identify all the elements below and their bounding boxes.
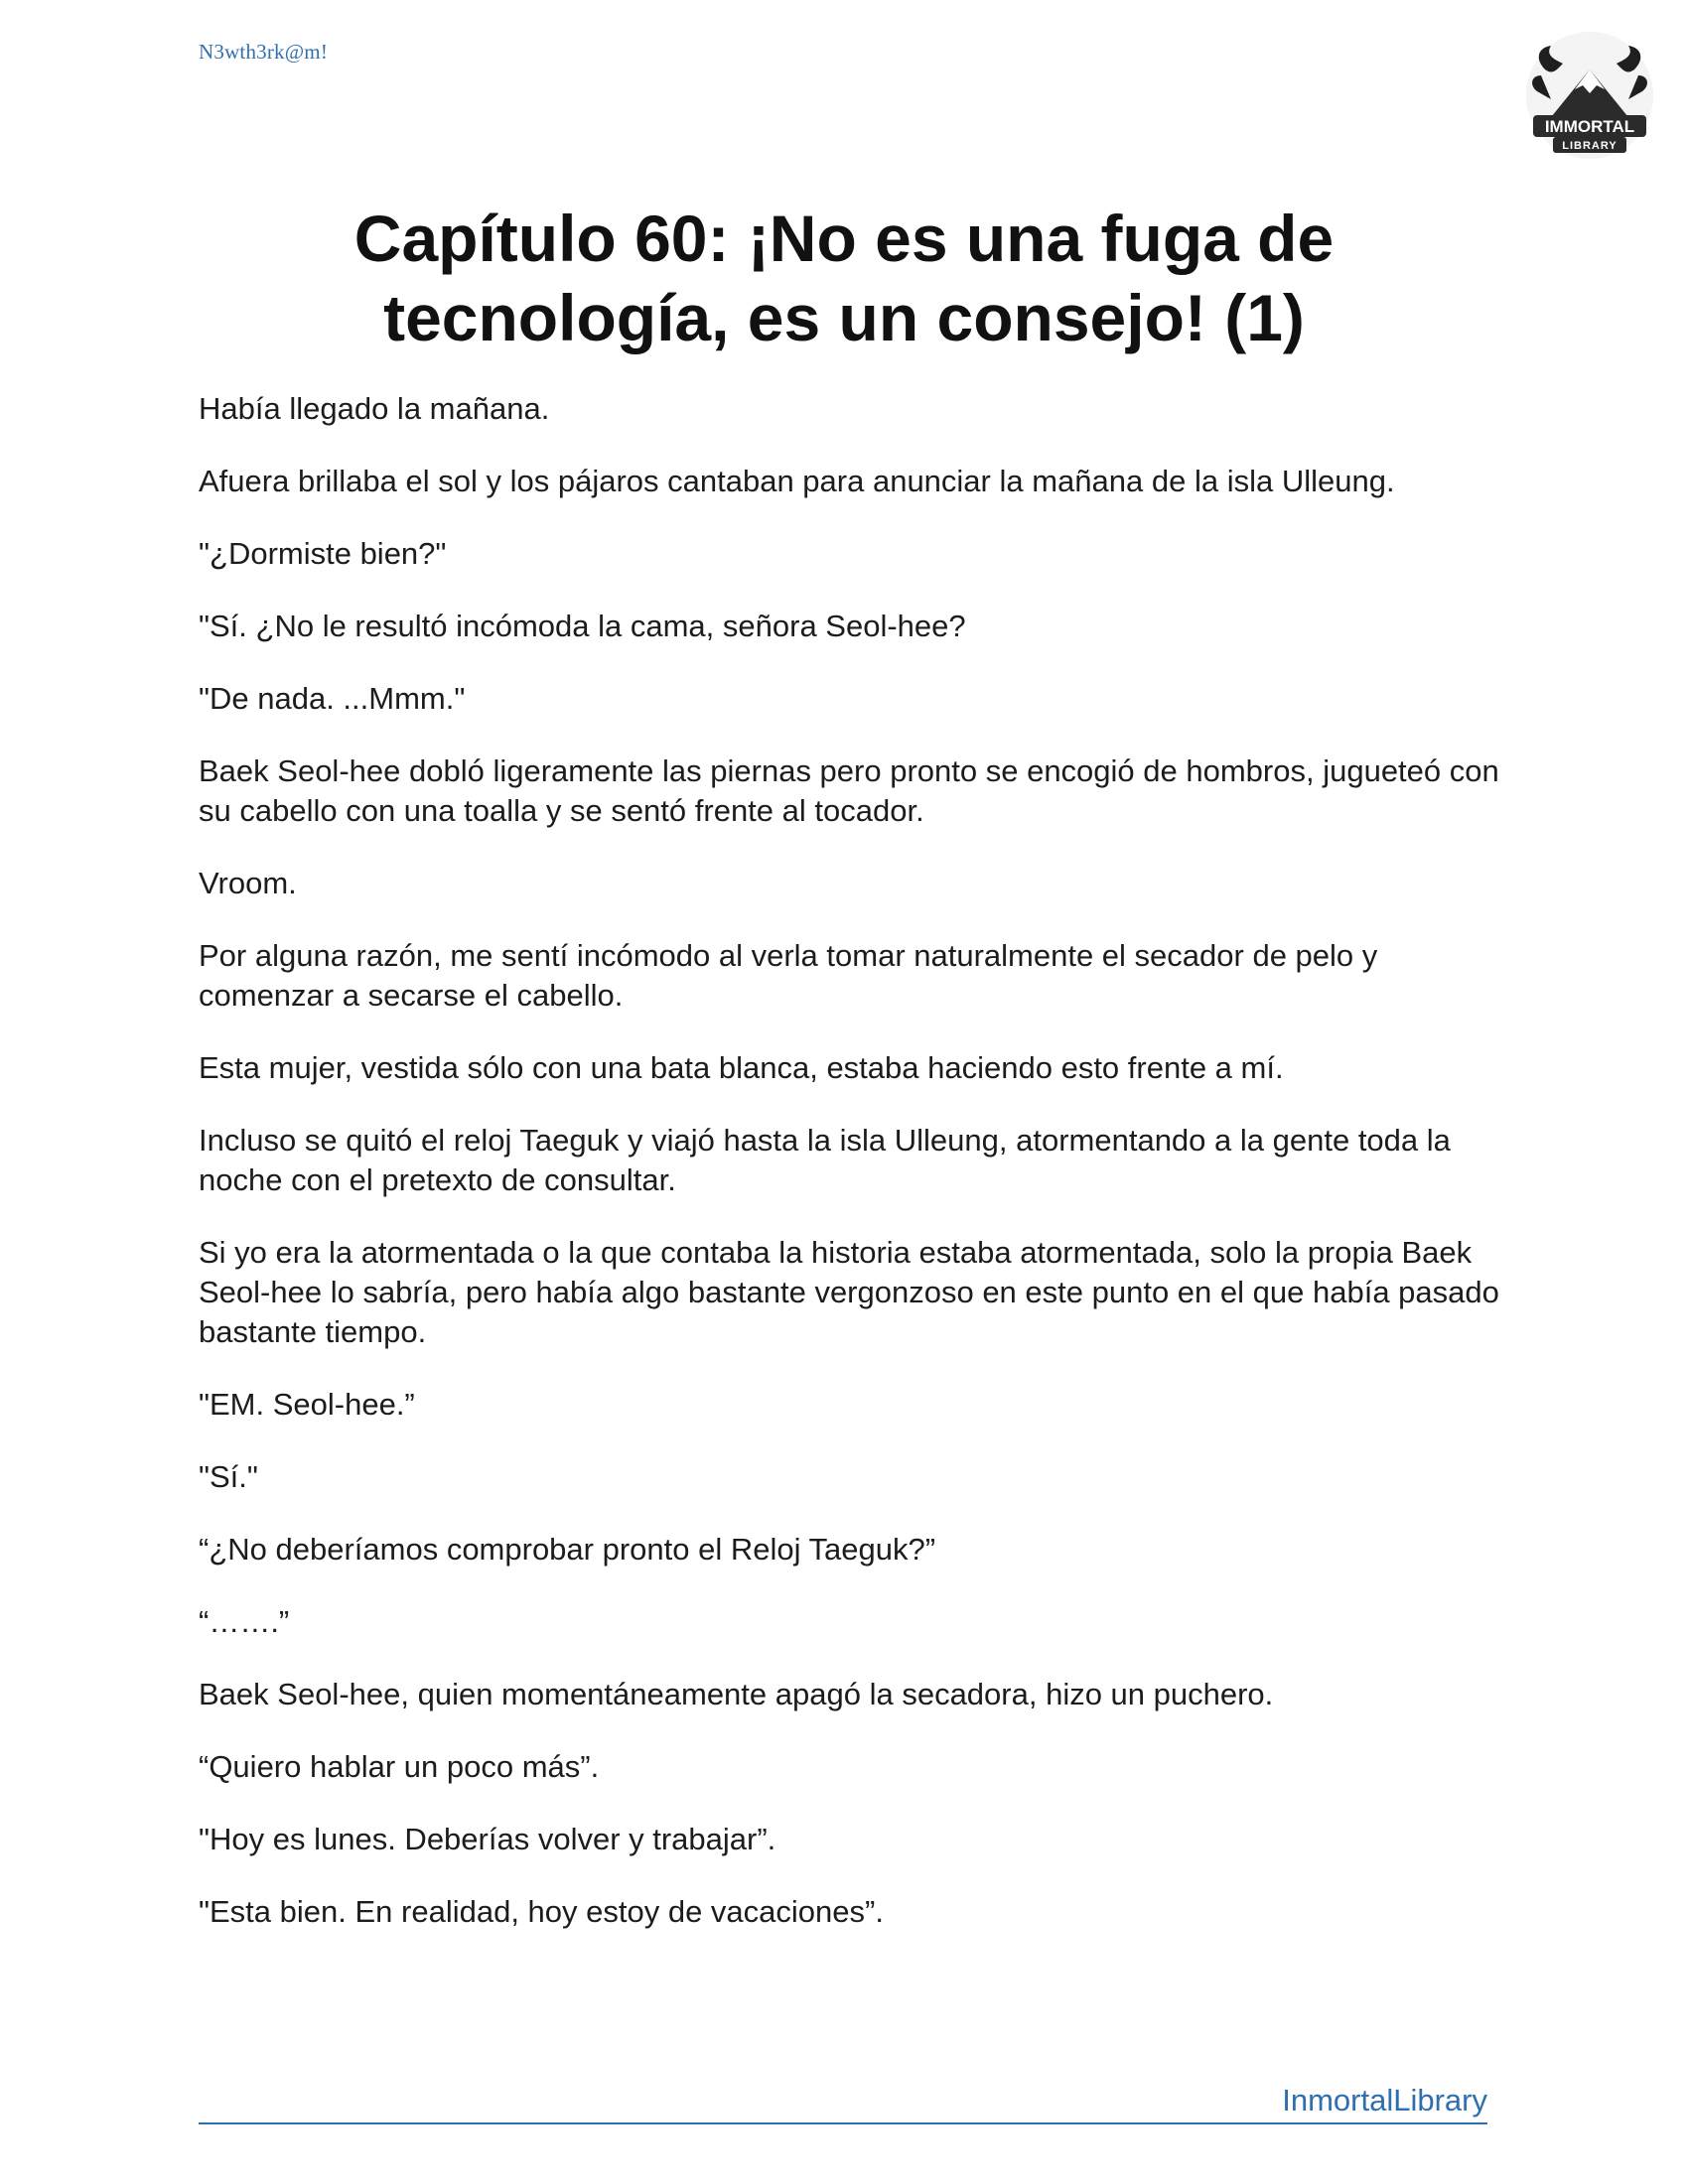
paragraph: "¿Dormiste bien?" <box>199 536 447 571</box>
paragraph: Por alguna razón, me sentí incómodo al verla tomar naturalmente el secador de pelo y comenzar a secarse el cabello. <box>199 938 1378 1013</box>
chapter-body <box>199 389 1499 1965</box>
paragraph: "Esta bien. En realidad, hoy estoy de vacaciones”. <box>199 1894 884 1929</box>
paragraph: Si yo era la atormentada o la que contaba la historia estaba atormentada, solo la propia Baek Seol-hee lo sabría, pero había algo bastante vergonzoso en este punto en el que había pasado bastante tiempo. <box>199 1235 1499 1349</box>
paragraph: Incluso se quitó el reloj Taeguk y viajó hasta la isla Ulleung, atormentando a la gente toda la noche con el pretexto de consultar. <box>199 1123 1451 1197</box>
paragraph: "Sí." <box>199 1459 258 1494</box>
paragraph: “…….” <box>199 1604 290 1639</box>
paragraph: Baek Seol-hee dobló ligeramente las piernas pero pronto se encogió de hombros, jugueteó con su cabello con una toalla y se sentó frente al tocador. <box>199 753 1499 828</box>
logo-line-1: IMMORTAL <box>1544 117 1635 136</box>
paragraph: Vroom. <box>199 866 297 900</box>
paragraph: “Quiero hablar un poco más”. <box>199 1749 600 1784</box>
paragraph: Afuera brillaba el sol y los pájaros cantaban para anunciar la mañana de la isla Ulleung. <box>199 464 1395 498</box>
paragraph: “¿No deberíamos comprobar pronto el Reloj Taeguk?” <box>199 1532 936 1567</box>
paragraph: "Hoy es lunes. Deberías volver y trabajar”. <box>199 1822 776 1856</box>
footer-divider <box>199 2122 1487 2124</box>
paragraph: Había llegado la mañana. <box>199 391 550 426</box>
paragraph: "Sí. ¿No le resultó incómoda la cama, señora Seol-hee? <box>199 609 966 643</box>
paragraph: Esta mujer, vestida sólo con una bata blanca, estaba haciendo esto frente a mí. <box>199 1050 1284 1085</box>
paragraph: "EM. Seol-hee.” <box>199 1387 415 1422</box>
header-watermark: N3wth3rk@m! <box>199 40 329 64</box>
chapter-title: Capítulo 60: ¡No es una fuga de tecnología, es un consejo! (1) <box>353 202 1335 354</box>
paragraph: Baek Seol-hee, quien momentáneamente apagó la secadora, hizo un puchero. <box>199 1677 1274 1711</box>
immortal-library-logo-icon <box>1515 30 1664 169</box>
logo-line-2: LIBRARY <box>1562 140 1618 152</box>
footer-library-link[interactable]: InmortalLibrary <box>1282 2083 1487 2117</box>
paragraph: "De nada. ...Mmm." <box>199 681 466 716</box>
